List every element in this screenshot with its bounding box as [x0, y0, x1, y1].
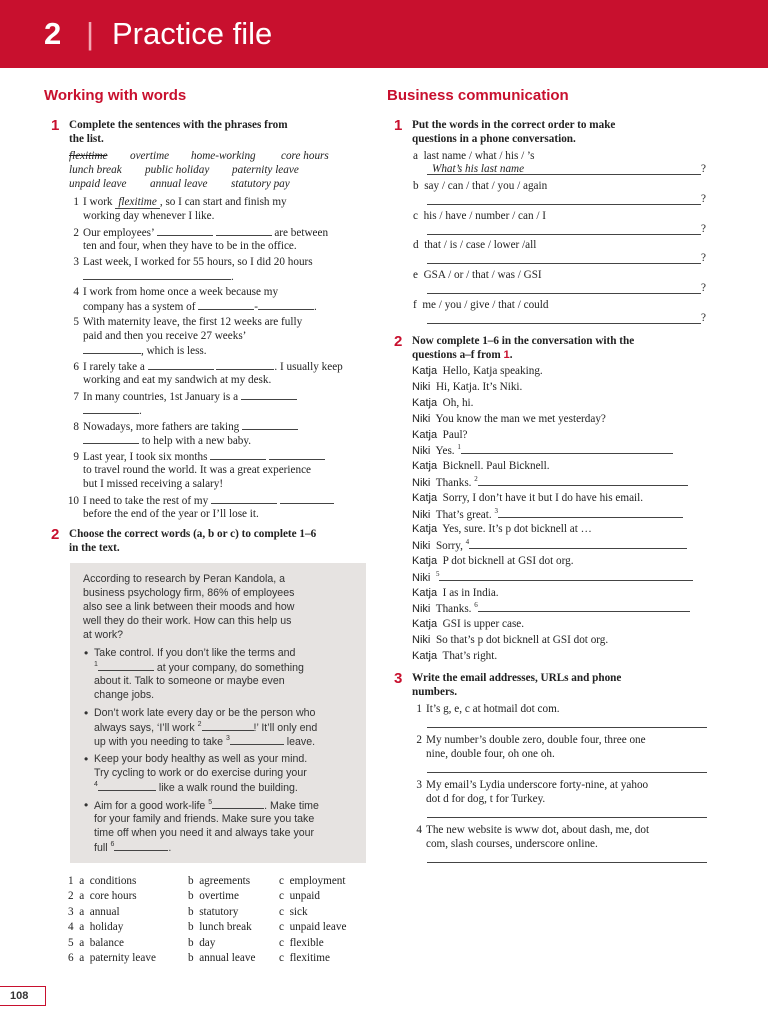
box-text: also see a link between their moods and how: [83, 601, 295, 613]
box-text: $^1$ at your company, do something: [94, 661, 304, 674]
answer-line[interactable]: [427, 862, 707, 863]
exercise-item: 7 In many countries, 1st January is a: [65, 389, 297, 405]
dialogue-line: Katja Oh, hi.: [412, 397, 474, 409]
header-separator: |: [86, 16, 95, 51]
phrase: core hours: [281, 150, 329, 162]
dialogue-line: Katja Bicknell. Paul Bicknell.: [412, 460, 550, 472]
box-text: well they do their work. How can this help us: [83, 615, 292, 627]
exercise-item: 5 With maternity leave, the first 12 weeks are fully: [73, 316, 303, 328]
item-text: dot d for dog, t for Turkey.: [426, 793, 546, 805]
box-text: about it. Talk to someone or maybe even: [94, 675, 285, 687]
exercise-item-line: to help with a new baby.: [83, 433, 251, 449]
question-mark: ?: [701, 193, 706, 205]
item-text: before the end of the year or I’ll lose it.: [83, 508, 259, 520]
item-text: paid and then you receive 27 weeks’: [83, 330, 247, 342]
answer-blank[interactable]: [258, 299, 314, 310]
answer-blank[interactable]: [461, 443, 673, 454]
box-text: According to research by Peran Kandola, a: [83, 573, 285, 585]
answer-blank[interactable]: [216, 359, 274, 370]
option-b: b day: [188, 937, 216, 949]
exercise-item: 1 I work flexitime , so I can start and finish my: [73, 196, 287, 208]
item-text: ten and four, when they have to be in the office.: [83, 240, 297, 252]
option-row: 2 a core hours: [68, 890, 137, 902]
exercise-item: 2 Our employees’ are between: [73, 227, 329, 239]
exercise-item-line: company has a system of - .: [83, 301, 317, 313]
answer-line[interactable]: [427, 263, 701, 264]
dialogue-line: Katja Hello, Katja speaking.: [412, 365, 543, 377]
answer-blank[interactable]: [241, 389, 297, 400]
exercise-item: f me / you / give / that / could: [413, 299, 549, 311]
instruction: questions in a phone conversation.: [412, 133, 576, 145]
bullet-icon: •: [84, 646, 89, 660]
instruction: Write the email addresses, URLs and phone: [412, 672, 622, 684]
exercise-number: 2: [51, 526, 60, 543]
answer-blank[interactable]: [212, 798, 264, 809]
answer-blank[interactable]: [210, 449, 266, 460]
phrase: statutory pay: [231, 178, 290, 190]
answer-blank[interactable]: [469, 538, 687, 549]
answer-blank[interactable]: [230, 734, 284, 745]
dialogue-line: Niki $^5$: [412, 570, 693, 586]
instruction: Put the words in the correct order to make: [412, 119, 616, 131]
dialogue-line: Katja Sorry, I don’t have it but I do have his email.: [412, 492, 644, 504]
answer-blank[interactable]: flexitime: [115, 196, 160, 209]
exercise-number: 1: [394, 117, 403, 134]
answer-line[interactable]: [427, 817, 707, 818]
option-c: c flexible: [279, 937, 324, 949]
box-text: Take control. If you don’t like the terms and: [94, 647, 296, 659]
section-title-working-with-words: Working with words: [44, 87, 187, 104]
dialogue-line: Niki That’s great. $^3$: [412, 507, 683, 523]
exercise-item: 10 I need to take the rest of my: [65, 493, 334, 509]
option-b: b agreements: [188, 875, 251, 887]
instruction: Complete the sentences with the phrases from: [69, 119, 288, 131]
box-text: Try cycling to work or do exercise during your: [94, 767, 307, 779]
exercise-item: 9 Last year, I took six months: [65, 449, 325, 465]
box-text: full $^6$ .: [94, 841, 172, 854]
answer-blank[interactable]: [83, 269, 231, 280]
box-text: up with you needing to take $^3$ leave.: [94, 735, 316, 748]
dialogue-line: Niki Thanks. $^2$: [412, 475, 688, 491]
box-text: $^4$ like a walk round the building.: [94, 781, 298, 794]
phrase: annual leave: [150, 178, 208, 190]
exercise-item: 2 My number’s double zero, double four, three one: [416, 734, 646, 746]
unit-number: 2: [44, 16, 62, 51]
answer-blank[interactable]: [478, 601, 690, 612]
box-text: for your family and friends. Make sure you take: [94, 813, 315, 825]
exercise-item: 6 I rarely take a . I usually keep: [73, 361, 343, 373]
section-title-business-communication: Business communication: [387, 87, 569, 104]
exercise-item: 4 I work from home once a week because my: [73, 286, 279, 298]
box-text: time off when you need it and always take your: [94, 827, 315, 839]
box-text: Aim for a good work-life $^5$ . Make time: [94, 799, 319, 812]
dialogue-line: Katja P dot bicknell at GSI dot org.: [412, 555, 574, 567]
dialogue-line: Niki So that’s p dot bicknell at GSI dot org.: [412, 634, 609, 646]
answer-blank[interactable]: [98, 660, 154, 671]
box-text: always says, ‘I’ll work $^2$ !’ It’ll only end: [94, 721, 318, 734]
option-row: 3 a annual: [68, 906, 120, 918]
phrase: paternity leave: [232, 164, 299, 176]
option-c: c flexitime: [279, 952, 330, 964]
answer-blank[interactable]: [242, 419, 298, 430]
item-text: working day whenever I like.: [83, 210, 215, 222]
exercise-item: d that / is / case / lower /all: [413, 239, 537, 251]
dialogue-line: Niki Hi, Katja. It’s Niki.: [412, 381, 523, 393]
dialogue-line: Niki Sorry, $^4$: [412, 538, 687, 554]
option-row: 4 a holiday: [68, 921, 124, 933]
question-mark: ?: [701, 252, 706, 264]
phrase: home-working: [191, 150, 256, 162]
phrase: public holiday: [145, 164, 210, 176]
box-text: Don’t work late every day or be the person who: [94, 707, 316, 719]
answer-blank[interactable]: [157, 225, 213, 236]
option-c: c unpaid leave: [279, 921, 347, 933]
answer-blank[interactable]: [269, 449, 325, 460]
option-b: b statutory: [188, 906, 239, 918]
answer-line[interactable]: [427, 204, 701, 205]
phrase: lunch break: [69, 164, 122, 176]
answer-blank[interactable]: [478, 475, 688, 486]
exercise-number: 2: [394, 333, 403, 350]
box-text: change jobs.: [94, 689, 155, 701]
bullet-icon: •: [84, 798, 89, 812]
phrase: unpaid leave: [69, 178, 127, 190]
answer-blank[interactable]: [198, 299, 254, 310]
option-row: 1 a conditions: [68, 875, 137, 887]
dialogue-line: Katja I as in India.: [412, 587, 499, 599]
answer-line[interactable]: [427, 174, 701, 175]
exercise-item: 3 Last week, I worked for 55 hours, so I did 20 hours: [73, 256, 313, 268]
exercise-number: 3: [394, 670, 403, 687]
answer-blank[interactable]: [498, 507, 683, 518]
dialogue-line: Katja Paul?: [412, 429, 468, 441]
exercise-item-line: .: [83, 269, 234, 285]
answer-blank[interactable]: [216, 225, 272, 236]
answer-line[interactable]: [427, 234, 701, 235]
exercise-item-line: .: [83, 403, 142, 419]
answer-blank[interactable]: [148, 359, 214, 370]
instruction: Now complete 1–6 in the conversation with the: [412, 335, 635, 347]
answer-line[interactable]: [427, 727, 707, 728]
dialogue-line: Niki Yes. $^1$: [412, 443, 673, 459]
exercise-item: 1 It’s g, e, c at hotmail dot com.: [416, 703, 560, 715]
option-row: 5 a balance: [68, 937, 124, 949]
exercise-number: 1: [51, 117, 60, 134]
dialogue-line: Katja Yes, sure. It’s p dot bicknell at …: [412, 523, 592, 535]
item-text: nine, double four, oh one oh.: [426, 748, 555, 760]
exercise-item: 4 The new website is www dot, about dash, me, dot: [416, 824, 650, 836]
question-mark: ?: [701, 312, 706, 324]
option-row: 6 a paternity leave: [68, 952, 156, 964]
item-text: working and eat my sandwich at my desk.: [83, 374, 272, 386]
answer-line[interactable]: [427, 772, 707, 773]
answer-blank[interactable]: [211, 493, 277, 504]
option-b: b lunch break: [188, 921, 252, 933]
dialogue-line: Katja GSI is upper case.: [412, 618, 525, 630]
item-text: to travel round the world. It was a great experience: [83, 464, 312, 476]
item-text: com, slash courses, underscore online.: [426, 838, 598, 850]
answer-line[interactable]: [427, 323, 701, 324]
page-number: 108: [10, 990, 29, 1002]
bullet-icon: •: [84, 752, 89, 766]
question-mark: ?: [701, 282, 706, 294]
exercise-item: e GSA / or / that / was / GSI: [413, 269, 542, 281]
dialogue-line: Niki You know the man we met yesterday?: [412, 413, 606, 425]
instruction: Choose the correct words (a, b or c) to complete 1–6: [69, 528, 317, 540]
page-title: Practice file: [112, 16, 273, 51]
answer-blank[interactable]: [98, 780, 156, 791]
instruction: numbers.: [412, 686, 458, 698]
exercise-item: 8 Nowadays, more fathers are taking: [65, 419, 298, 435]
exercise-item: c his / have / number / can / I: [413, 210, 546, 222]
item-text: but I missed receiving a salary!: [83, 478, 224, 490]
instruction: questions a–f from 1.: [412, 349, 513, 361]
instruction: the list.: [69, 133, 104, 145]
option-b: b overtime: [188, 890, 239, 902]
bullet-icon: •: [84, 706, 89, 720]
answer-blank[interactable]: [83, 433, 139, 444]
exercise-item: 3 My email’s Lydia underscore forty-nine, at yahoo: [416, 779, 649, 791]
box-text: Keep your body healthy as well as your mind.: [94, 753, 308, 765]
question-mark: ?: [701, 223, 706, 235]
instruction: in the text.: [69, 542, 120, 554]
exercise-item: b say / can / that / you / again: [413, 180, 548, 192]
phrase: flexitime: [69, 150, 108, 162]
option-c: c employment: [279, 875, 346, 887]
answer-blank[interactable]: [202, 720, 254, 731]
exercise-item-line: , which is less.: [83, 343, 207, 359]
answer-blank[interactable]: [114, 840, 168, 851]
option-c: c unpaid: [279, 890, 321, 902]
option-c: c sick: [279, 906, 308, 918]
question-mark: ?: [701, 163, 706, 175]
answer-blank[interactable]: [83, 343, 141, 354]
answer-example: What’s his last name: [432, 163, 525, 175]
box-text: at work?: [83, 629, 124, 641]
answer-blank[interactable]: [280, 493, 334, 504]
box-text: business psychology firm, 86% of employees: [83, 587, 295, 599]
option-b: b annual leave: [188, 952, 256, 964]
exercise-item: a last name / what / his / ’s: [413, 150, 535, 162]
phrase: overtime: [130, 150, 170, 162]
answer-line[interactable]: [427, 293, 701, 294]
dialogue-line: Niki Thanks. $^6$: [412, 601, 690, 617]
answer-blank[interactable]: [83, 403, 139, 414]
answer-blank[interactable]: [439, 570, 693, 581]
dialogue-line: Katja That’s right.: [412, 650, 498, 662]
